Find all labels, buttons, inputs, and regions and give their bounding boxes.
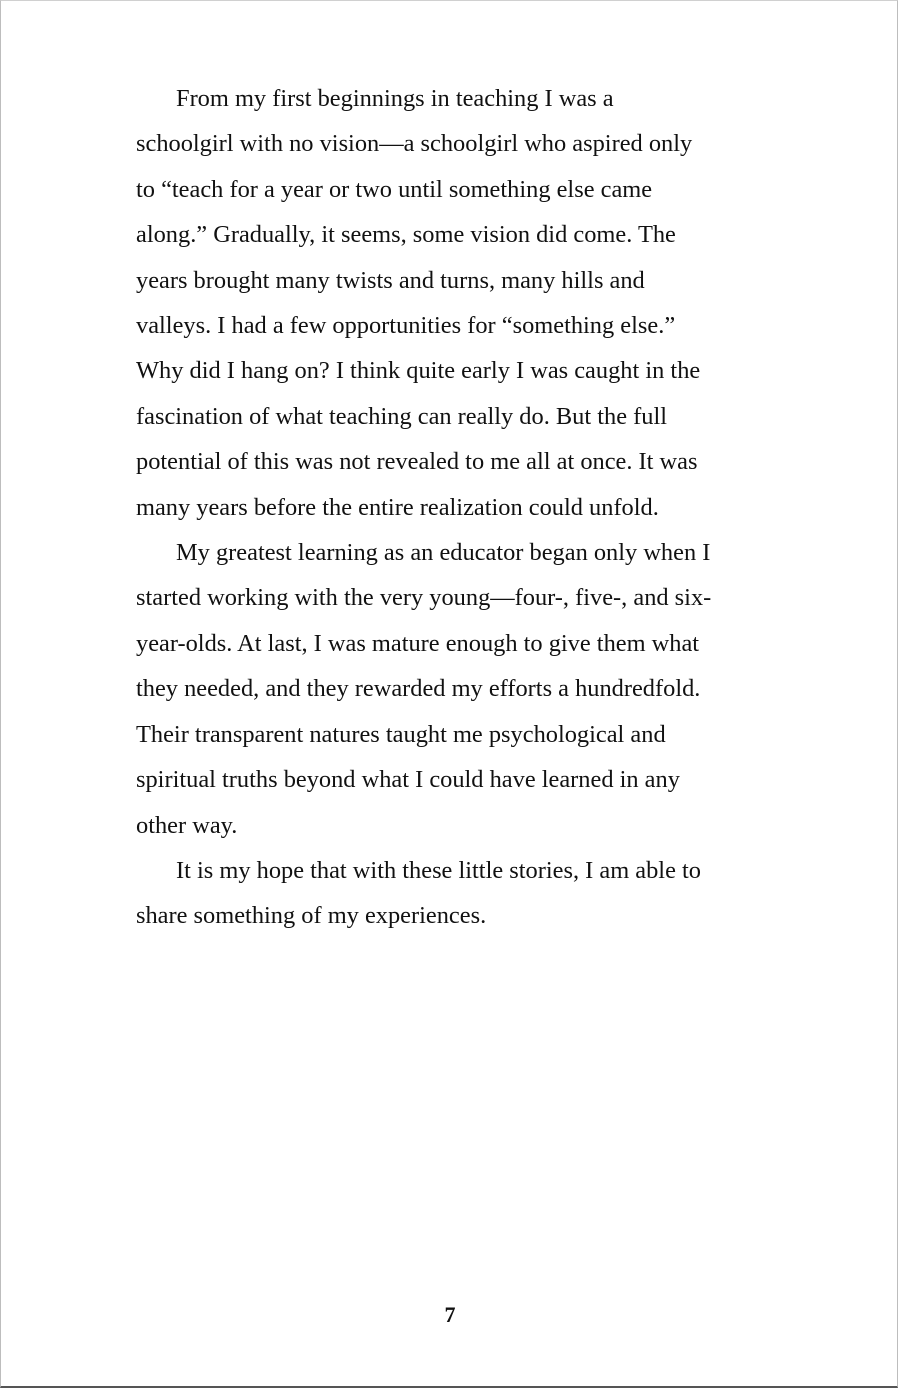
text-line: valleys. I had a few opportunities for “something else.” <box>136 312 676 340</box>
text-line: share something of my experiences. <box>136 902 487 930</box>
text-line: From my first beginnings in teaching I was a <box>176 85 614 112</box>
text-line: started working with the very young—four-, five-, and six- <box>136 584 712 612</box>
text-line: fascination of what teaching can really do. But the full <box>136 402 667 430</box>
text-line: years brought many twists and turns, many hills and <box>136 266 645 294</box>
paragraph-2 <box>136 530 786 848</box>
text-line: along.” Gradually, it seems, some vision did come. The <box>136 221 676 249</box>
text-line: schoolgirl with no vision—a schoolgirl who aspired only <box>136 130 693 158</box>
text-line: potential of this was not revealed to me all at once. It was <box>136 448 698 476</box>
page-number: 7 <box>444 1302 456 1327</box>
text-line: It is my hope that with these little stories, I am able to <box>176 856 701 884</box>
text-line: they needed, and they rewarded my efforts a hundredfold. <box>136 675 701 703</box>
text-line: many years before the entire realization could unfold. <box>136 493 659 521</box>
paragraph-3 <box>136 848 786 939</box>
text-line: spiritual truths beyond what I could have learned in any <box>136 766 680 794</box>
body-text <box>136 76 786 939</box>
text-line: other way. <box>136 811 238 839</box>
text-line: My greatest learning as an educator began only when I <box>176 539 711 567</box>
text-line: year-olds. At last, I was mature enough to give them what <box>136 629 700 657</box>
text-line: Why did I hang on? I think quite early I was caught in the <box>136 357 701 385</box>
text-line: Their transparent natures taught me psychological and <box>136 720 666 748</box>
paragraph-1 <box>136 76 786 530</box>
text-line: to “teach for a year or two until something else came <box>136 175 653 203</box>
